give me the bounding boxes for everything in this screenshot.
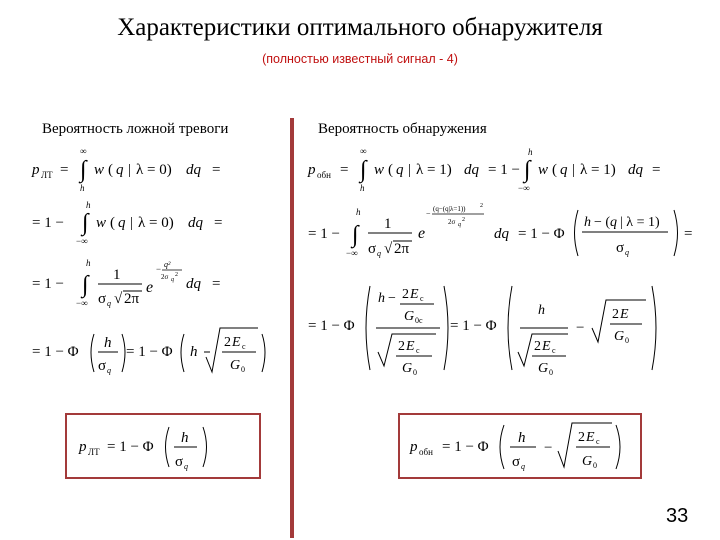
svg-text:σ: σ (368, 241, 377, 257)
svg-text:q: q (184, 462, 188, 471)
svg-text:2σ: 2σ (161, 273, 169, 281)
svg-text:h: h (378, 291, 385, 306)
svg-text:= 1 −: = 1 − (308, 226, 340, 242)
svg-text:0: 0 (549, 368, 553, 377)
svg-text:σ: σ (175, 454, 184, 470)
svg-text:|: | (572, 162, 576, 178)
svg-text:=: = (340, 162, 349, 178)
false-alarm-eq-2 (30, 198, 280, 248)
svg-text:h: h (584, 215, 591, 230)
svg-text:| λ = 1): | λ = 1) (620, 215, 660, 230)
column-divider (290, 118, 294, 538)
svg-text:= 1 − Φ: = 1 − Φ (518, 226, 565, 242)
svg-text:σ: σ (512, 454, 521, 470)
svg-text:(: ( (388, 162, 393, 178)
svg-text:−: − (544, 440, 553, 456)
svg-text:q²: q² (164, 260, 171, 269)
svg-text:w: w (374, 162, 385, 178)
svg-text:=: = (684, 226, 693, 242)
svg-text:√: √ (114, 291, 123, 307)
detection-heading: Вероятность обнаружения (318, 121, 487, 137)
slide-subtitle: (полностью известный сигнал - 4) (262, 52, 458, 66)
svg-text:q: q (377, 249, 381, 258)
svg-text:∫: ∫ (360, 157, 367, 183)
svg-text:∫: ∫ (82, 272, 89, 298)
svg-text:dq: dq (628, 162, 643, 178)
svg-text:∫: ∫ (352, 222, 359, 248)
svg-text:λ = 0): λ = 0) (138, 215, 174, 231)
svg-text:−: − (156, 264, 162, 274)
svg-text:E: E (542, 339, 551, 354)
svg-text:= 1 −: = 1 − (32, 276, 64, 292)
svg-text:dq: dq (464, 162, 479, 178)
svg-text:G: G (582, 454, 593, 469)
svg-text:2: 2 (224, 335, 231, 350)
svg-text:−∞: −∞ (518, 183, 530, 193)
svg-text:2: 2 (462, 217, 465, 223)
svg-text:h: h (360, 183, 365, 193)
svg-text:(q−(q|λ=1)): (q−(q|λ=1)) (433, 205, 466, 213)
svg-text:h: h (86, 200, 91, 210)
svg-text:=: = (652, 162, 661, 178)
svg-text:E: E (586, 430, 595, 445)
svg-text:G: G (538, 361, 549, 376)
svg-text:w: w (94, 162, 105, 178)
svg-text:σ: σ (98, 291, 107, 307)
svg-text:−∞: −∞ (76, 298, 88, 308)
svg-text:dq: dq (494, 226, 509, 242)
svg-text:2: 2 (480, 203, 483, 209)
svg-text:e: e (146, 279, 154, 296)
svg-text:q: q (396, 162, 404, 178)
svg-text:dq: dq (188, 215, 203, 231)
svg-text:−: − (576, 320, 585, 336)
svg-text:1: 1 (384, 216, 392, 232)
svg-text:λ = 1): λ = 1) (416, 162, 452, 178)
svg-text:0: 0 (593, 461, 597, 470)
svg-text:q: q (107, 366, 111, 375)
svg-text:= 1 − Φ: = 1 − Φ (308, 318, 355, 334)
svg-text:λ = 1): λ = 1) (580, 162, 616, 178)
svg-text:= 1 − Φ: = 1 − Φ (450, 318, 497, 334)
svg-text:h: h (538, 303, 545, 318)
svg-text:G: G (614, 329, 625, 344)
svg-text:h: h (190, 344, 198, 360)
svg-text:q: q (116, 162, 124, 178)
svg-text:−: − (426, 209, 431, 218)
svg-text:dq: dq (186, 276, 201, 292)
svg-text:ЛТ: ЛТ (41, 170, 53, 180)
svg-text:c: c (242, 342, 246, 351)
svg-text:G: G (404, 309, 415, 324)
svg-text:= 1 −: = 1 − (488, 162, 520, 178)
svg-text:|: | (128, 162, 132, 178)
svg-text:1: 1 (113, 267, 121, 283)
svg-text:= 1 − Φ: = 1 − Φ (107, 439, 154, 455)
svg-text:−: − (388, 291, 396, 306)
svg-text:p: p (32, 162, 40, 178)
svg-text:∞: ∞ (360, 146, 367, 156)
svg-text:G: G (402, 361, 413, 376)
svg-text:q: q (118, 215, 126, 231)
detection-eq-2 (306, 200, 706, 266)
svg-text:√: √ (384, 241, 393, 257)
svg-text:w: w (538, 162, 549, 178)
svg-text:=: = (214, 215, 223, 231)
svg-text:q: q (107, 299, 111, 308)
svg-text:c: c (420, 294, 424, 303)
svg-text:2π: 2π (124, 291, 140, 307)
svg-text:(: ( (108, 162, 113, 178)
svg-text:λ = 0): λ = 0) (136, 162, 172, 178)
false-alarm-heading: Вероятность ложной тревоги (42, 121, 229, 137)
svg-text:G: G (230, 358, 241, 373)
svg-text:0: 0 (413, 368, 417, 377)
svg-text:∫: ∫ (82, 210, 89, 236)
false-alarm-result-box (65, 413, 261, 479)
svg-text:p: p (308, 162, 316, 178)
svg-text:σ: σ (98, 358, 107, 374)
svg-text:h: h (181, 430, 189, 446)
svg-text:2: 2 (612, 307, 619, 322)
detection-eq-3 (306, 278, 706, 378)
svg-text:e: e (418, 225, 426, 242)
svg-text:q: q (171, 277, 174, 283)
svg-text:|: | (130, 215, 134, 231)
svg-text:p: p (79, 439, 87, 455)
svg-text:q: q (560, 162, 568, 178)
svg-text:= 1 −: = 1 − (32, 215, 64, 231)
svg-text:w: w (96, 215, 107, 231)
svg-text:(: ( (552, 162, 557, 178)
svg-text:h: h (86, 258, 91, 268)
svg-text:2σ: 2σ (448, 218, 456, 226)
svg-text:c: c (552, 346, 556, 355)
svg-text:q: q (610, 215, 617, 230)
svg-text:h: h (80, 183, 85, 193)
svg-text:q: q (458, 222, 461, 228)
svg-text:q: q (521, 462, 525, 471)
false-alarm-eq-1 (30, 145, 280, 195)
svg-text:|: | (408, 162, 412, 178)
svg-text:= 1 − Φ: = 1 − Φ (32, 344, 79, 360)
svg-text:∫: ∫ (524, 157, 531, 183)
svg-text:2π: 2π (394, 241, 410, 257)
svg-text:∞: ∞ (80, 146, 87, 156)
svg-text:− (: − ( (594, 215, 611, 230)
svg-text:−∞: −∞ (76, 236, 88, 246)
svg-text:E: E (620, 307, 629, 322)
detection-result-box (398, 413, 642, 479)
svg-text:=: = (212, 276, 221, 292)
false-alarm-result (67, 415, 259, 477)
detection-result (400, 415, 640, 477)
svg-text:=: = (212, 162, 221, 178)
svg-text:E: E (232, 335, 241, 350)
svg-text:= 1 − Φ: = 1 − Φ (126, 344, 173, 360)
svg-text:−∞: −∞ (346, 248, 358, 258)
false-alarm-eq-3 (30, 252, 280, 314)
svg-text:E: E (410, 287, 419, 302)
svg-text:= 1 − Φ: = 1 − Φ (442, 439, 489, 455)
svg-text:c: c (416, 346, 420, 355)
svg-text:0: 0 (625, 336, 629, 345)
svg-text:∫: ∫ (80, 157, 87, 183)
svg-text:2: 2 (402, 287, 409, 302)
svg-text:h: h (356, 207, 361, 217)
svg-text:2: 2 (578, 430, 585, 445)
svg-text:dq: dq (186, 162, 201, 178)
svg-text:2: 2 (534, 339, 541, 354)
svg-text:обн: обн (419, 447, 433, 457)
svg-text:p: p (410, 439, 418, 455)
svg-text:0c: 0c (415, 316, 423, 325)
svg-text:E: E (406, 339, 415, 354)
svg-text:обн: обн (317, 170, 331, 180)
page-number: 33 (666, 505, 689, 527)
detection-eq-1 (306, 145, 706, 195)
svg-text:q: q (625, 248, 629, 257)
svg-text:(: ( (110, 215, 115, 231)
svg-text:h: h (518, 430, 526, 446)
svg-text:0: 0 (241, 365, 245, 374)
svg-text:h: h (528, 147, 533, 157)
svg-text:ЛТ: ЛТ (88, 447, 100, 457)
slide-title: Характеристики оптимального обнаружителя (117, 14, 603, 41)
svg-text:=: = (60, 162, 69, 178)
svg-text:c: c (596, 437, 600, 446)
svg-text:σ: σ (616, 240, 625, 256)
svg-text:h: h (104, 335, 112, 351)
svg-text:2: 2 (175, 272, 178, 278)
svg-text:2: 2 (398, 339, 405, 354)
false-alarm-eq-4 (30, 322, 280, 384)
